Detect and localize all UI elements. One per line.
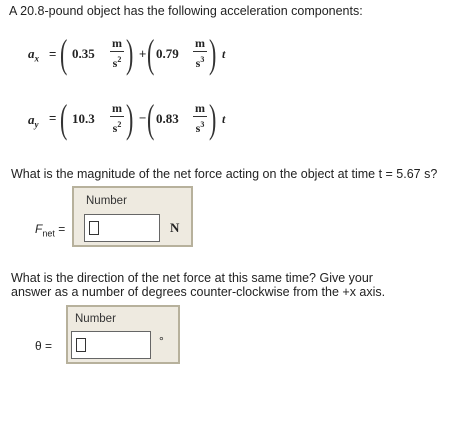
ay-coef1: 10.3 xyxy=(72,111,95,126)
net-force-unit: N xyxy=(170,220,180,235)
question-1-text: What is the magnitude of the net force acting on the object at time t = 5.67 s? xyxy=(11,167,438,181)
answer-panel-1 xyxy=(72,186,193,247)
ax-mid-paren-close: ) xyxy=(126,31,134,76)
ay-mid-paren-close: ) xyxy=(126,96,134,141)
question-2-line-1: What is the direction of the net force at this same time? Give your xyxy=(11,271,373,285)
direction-input[interactable] xyxy=(71,331,151,359)
text-cursor-box xyxy=(89,221,99,235)
ay-left-paren: ( xyxy=(60,96,68,141)
ay-operator: − xyxy=(139,111,147,125)
ay-equals: = xyxy=(49,111,57,125)
ax-right-paren: ) xyxy=(209,31,217,76)
ay-coef2: 0.83 xyxy=(156,111,179,126)
degree-unit: ° xyxy=(159,334,164,348)
ay-right-paren: ) xyxy=(209,96,217,141)
panel-2-label: Number xyxy=(75,313,116,325)
problem-intro: A 20.8-pound object has the following acceleration components: xyxy=(9,4,363,18)
ax-coef1: 0.35 xyxy=(72,46,95,61)
ax-unit2: m $s^3$ xyxy=(195,36,205,70)
text-cursor-box xyxy=(76,338,86,352)
ay-mid-paren-open: ( xyxy=(147,96,155,141)
ax-coef2: 0.79 xyxy=(156,46,179,61)
ax-unit1: m $s^2$ xyxy=(112,36,122,70)
net-force-label: $F_{net}$ = xyxy=(35,222,66,239)
ax-equals: = xyxy=(49,47,57,61)
ax-operator: + xyxy=(139,47,147,61)
ay-symbol: $a_y$ xyxy=(28,112,39,130)
question-2-line-2: answer as a number of degrees counter-clockwise from the +x axis. xyxy=(11,285,386,299)
ay-unit2: m $s^3$ xyxy=(195,101,205,135)
panel-1-label: Number xyxy=(86,195,127,207)
ay-unit1: m $s^2$ xyxy=(112,101,122,135)
ay-variable: t xyxy=(222,112,226,126)
ax-variable: t xyxy=(222,47,226,61)
direction-label: θ = xyxy=(35,339,53,353)
ax-mid-paren-open: ( xyxy=(147,31,155,76)
ax-symbol: $a_x$ xyxy=(28,46,39,64)
net-force-input[interactable] xyxy=(84,214,160,242)
ax-left-paren: ( xyxy=(60,31,68,76)
answer-panel-2 xyxy=(66,305,180,364)
